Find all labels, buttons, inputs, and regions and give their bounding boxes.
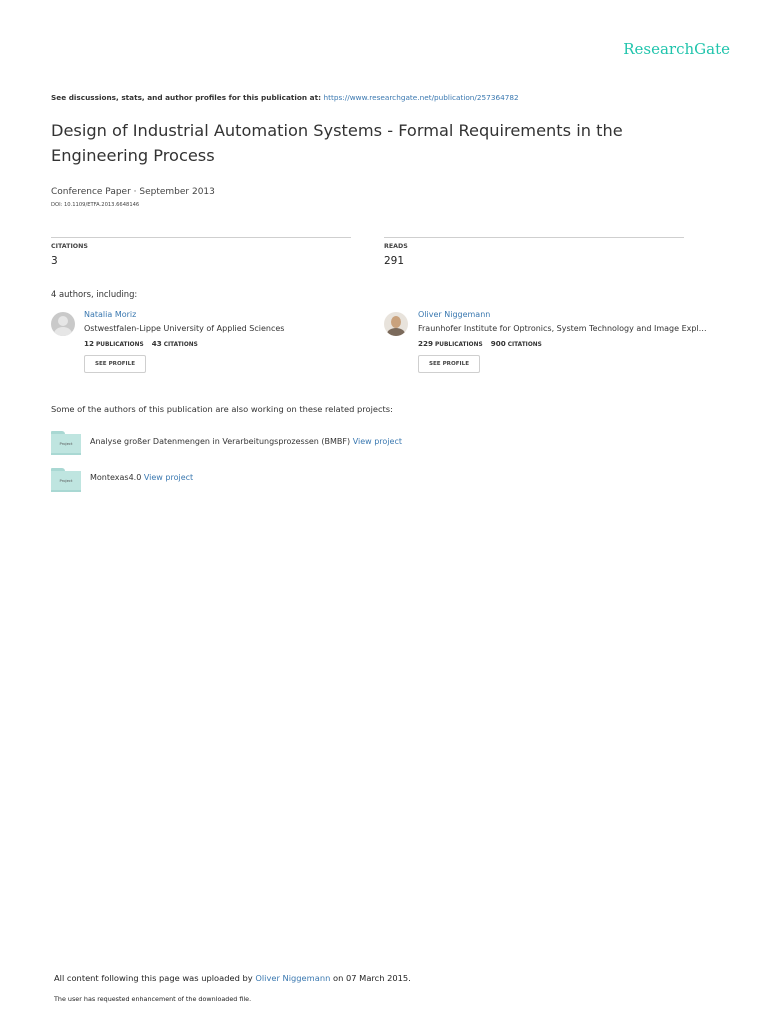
- author-name-link[interactable]: Natalia Moriz: [84, 310, 137, 319]
- uploader-link[interactable]: Oliver Niggemann: [255, 973, 331, 983]
- publication-type-date: Conference Paper · September 2013: [51, 187, 215, 197]
- publications-label: PUBLICATIONS: [435, 342, 483, 348]
- upload-notice: [54, 973, 411, 983]
- author-affiliation: Ostwestfalen-Lippe University of Applied Sciences: [84, 324, 285, 333]
- citations-count: 900: [490, 339, 506, 348]
- related-projects-heading: Some of the authors of this publication are also working on these related projects:: [51, 404, 393, 414]
- publication-doi: DOI: 10.1109/ETFA.2013.6648146: [51, 202, 140, 208]
- reads-divider: [384, 237, 684, 238]
- view-project-link[interactable]: View project: [143, 473, 194, 482]
- citations-count: 43: [151, 339, 162, 348]
- user-silhouette-icon[interactable]: [51, 312, 75, 336]
- reads-value: 291: [384, 255, 405, 267]
- project-folder-icon[interactable]: [51, 468, 81, 490]
- project-item: [90, 473, 193, 482]
- intro-text: See discussions, stats, and author profiles for this publication at:: [51, 93, 324, 102]
- upload-suffix: on 07 March 2015.: [330, 973, 411, 983]
- publication-title: Design of Industrial Automation Systems - Formal Requirements in the Engineering Process: [51, 121, 623, 165]
- view-project-link[interactable]: View project: [352, 437, 402, 446]
- publication-url-link[interactable]: https://www.researchgate.net/publication/257364782: [323, 93, 519, 102]
- citations-divider: [51, 237, 351, 238]
- see-profile-button[interactable]: SEE PROFILE: [84, 355, 146, 373]
- publications-label: PUBLICATIONS: [96, 342, 144, 348]
- citations-value: 3: [51, 255, 58, 267]
- author-photo[interactable]: [384, 312, 408, 336]
- reads-label: READS: [384, 243, 408, 250]
- author-counts: [418, 339, 542, 348]
- enhancement-notice: The user has requested enhancement of the downloaded file.: [54, 995, 252, 1003]
- authors-heading: 4 authors, including:: [51, 289, 138, 299]
- project-folder-icon[interactable]: [51, 431, 81, 453]
- project-icon-label: Project: [59, 478, 73, 483]
- researchgate-logo[interactable]: ResearchGate: [623, 40, 730, 58]
- publications-count: 12: [84, 339, 95, 348]
- project-item: [90, 437, 402, 446]
- citations-count-label: CITATIONS: [163, 342, 198, 348]
- author-counts: [84, 339, 198, 348]
- citations-label: CITATIONS: [51, 243, 88, 250]
- project-name: Montexas4.0: [90, 473, 142, 482]
- upload-prefix: All content following this page was uploaded by: [54, 973, 256, 983]
- citations-count-label: CITATIONS: [507, 342, 542, 348]
- project-icon-label: Project: [59, 441, 73, 446]
- project-name: Analyse großer Datenmengen in Verarbeitungsprozessen (BMBF): [90, 437, 351, 446]
- see-profile-button[interactable]: SEE PROFILE: [418, 355, 480, 373]
- intro-line: [51, 93, 519, 102]
- author-affiliation: Fraunhofer Institute for Optronics, System Technology and Image Expl…: [418, 324, 707, 333]
- publications-count: 229: [418, 339, 434, 348]
- author-name-link[interactable]: Oliver Niggemann: [418, 310, 491, 319]
